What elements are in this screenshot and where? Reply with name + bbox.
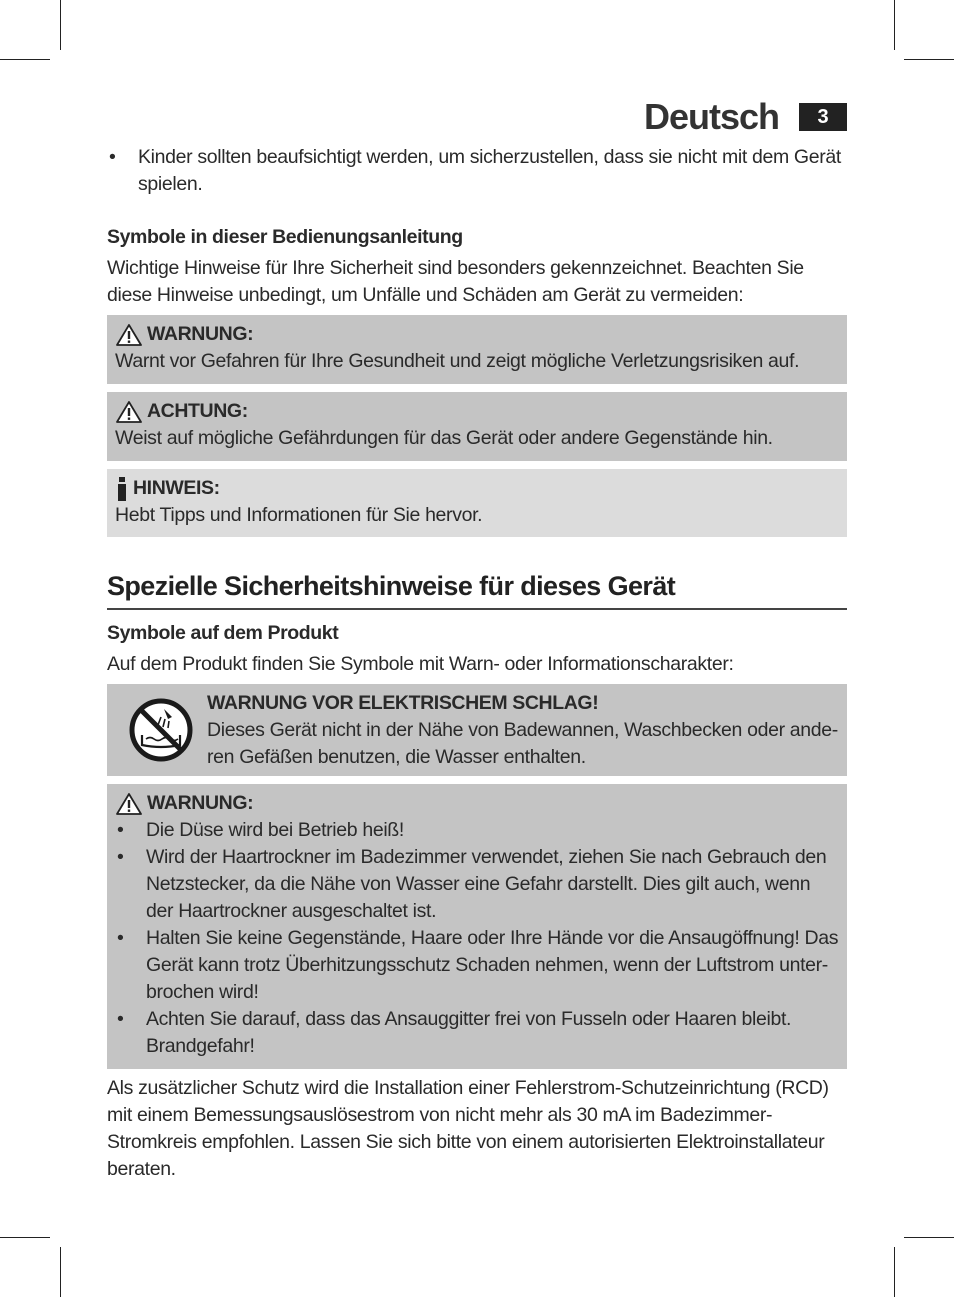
crop-mark (60, 1247, 61, 1297)
page-number: 3 (799, 103, 847, 131)
caution-box (107, 392, 847, 461)
product-symbols-heading: Symbole auf dem Produkt (107, 622, 339, 644)
warning-box-title: WARNUNG: (147, 323, 254, 345)
warning-box (107, 315, 847, 384)
product-symbols-text: Auf dem Produkt finden Sie Symbole mit Warn- oder Informationscharakter: (107, 653, 734, 675)
list-item: • Wird der Haartrockner im Badezimmer verwendet, ziehen Sie nach Gebrauch den Netzstecker, da die Nähe von Wasser eine Gefahr darstellt. Dies gilt auch, wenn der Haartrockner ausgeschaltet ist. (115, 844, 839, 925)
symbols-manual-heading: Symbole in dieser Bedienungsanleitung (107, 226, 463, 248)
crop-mark (0, 1237, 50, 1238)
warning-triangle-icon (115, 323, 143, 347)
warning-box-text: Warnt vor Gefahren für Ihre Gesundheit und zeigt mögliche Verletzungsrisiken auf. (115, 350, 800, 372)
list-item: • Achten Sie darauf, dass das Ansauggitter frei von Fusseln oder Haaren bleibt. Brandgefahr! (115, 1006, 839, 1060)
closing-text: Als zusätzlicher Schutz wird die Installation einer Fehlerstrom-Schutzeinrichtung (RCD) mit einem Bemessungsauslösestrom von nicht mehr als 30 mA im Badezimmer-Stromkreis empfohlen. Lassen Sie sich bitte von einem autorisierten Elektroinstallateur beraten. (107, 1077, 829, 1180)
note-box-text: Hebt Tipps und Informationen für Sie hervor. (115, 504, 483, 526)
crop-mark (904, 59, 954, 60)
crop-mark (904, 1237, 954, 1238)
no-water-icon (128, 697, 194, 763)
product-warning-box (107, 784, 847, 1069)
symbols-manual-text: Wichtige Hinweise für Ihre Sicherheit sind besonders gekennzeichnet. Beachten Sie diese Hinweise unbedingt, um Unfälle und Schäden am Gerät zu vermeiden: (107, 257, 804, 306)
electric-shock-box (107, 684, 847, 776)
page-content (107, 96, 847, 1183)
warning-triangle-icon (115, 400, 143, 424)
crop-mark (894, 1247, 895, 1297)
note-box (107, 469, 847, 537)
crop-mark (0, 59, 50, 60)
electric-shock-title: WARNUNG VOR ELEKTRISCHEM SCHLAG! (207, 692, 599, 714)
language-title: Deutsch (643, 96, 779, 137)
product-warning-title: WARNUNG: (147, 792, 254, 814)
caution-box-text: Weist auf mögliche Gefährdungen für das Gerät oder andere Gegenstände hin. (115, 427, 773, 449)
list-item: • Halten Sie keine Gegenstände, Haare oder Ihre Hände vor die Ansaugöffnung! Das Gerät kann trotz Überhitzungsschutz Schaden nehmen, wenn der Luftstrom unterbrochen wird! (115, 925, 839, 1006)
section-heading: Spezielle Sicherheitshinweise für dieses Gerät (107, 571, 847, 610)
intro-bullet: • Kinder sollten beaufsichtigt werden, um sicherzustellen, dass sie nicht mit dem Gerät spielen. (107, 144, 847, 198)
info-icon (115, 476, 129, 502)
crop-mark (60, 0, 61, 50)
crop-mark (894, 0, 895, 50)
electric-shock-text: Dieses Gerät nicht in der Nähe von Badewannen, Waschbecken oder anderen Gefäßen benutzen, die Wasser enthalten. (207, 719, 839, 768)
note-box-title: HINWEIS: (133, 477, 220, 499)
caution-box-title: ACHTUNG: (147, 400, 248, 422)
warning-triangle-icon (115, 792, 143, 816)
list-item: • Die Düse wird bei Betrieb heiß! (115, 817, 839, 844)
